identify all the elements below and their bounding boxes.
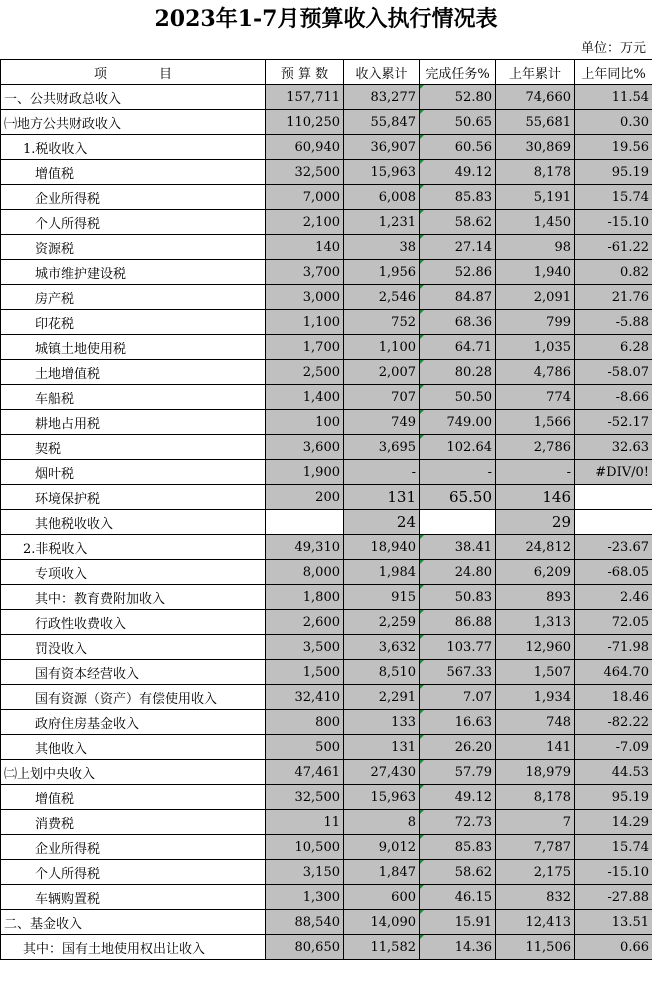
cell-pct: 567.33 <box>420 660 496 685</box>
cell-budget: 200 <box>266 485 344 510</box>
cell-last: 12,413 <box>496 910 575 935</box>
cell-income: 133 <box>344 710 420 735</box>
row-item-name: 1.税收收入 <box>1 135 266 160</box>
cell-budget: 11 <box>266 810 344 835</box>
table-row <box>1 710 652 735</box>
cell-income: 3,695 <box>344 435 420 460</box>
cell-last: 893 <box>496 585 575 610</box>
cell-budget: 100 <box>266 410 344 435</box>
cell-yoy: 15.74 <box>575 835 652 860</box>
row-item-name: 企业所得税 <box>1 835 266 860</box>
cell-budget: 7,000 <box>266 185 344 210</box>
cell-income: 8 <box>344 810 420 835</box>
table-row <box>1 685 652 710</box>
cell-income: 1,100 <box>344 335 420 360</box>
row-item-name: 政府住房基金收入 <box>1 710 266 735</box>
cell-yoy: 21.76 <box>575 285 652 310</box>
cell-income: 8,510 <box>344 660 420 685</box>
cell-last: 98 <box>496 235 575 260</box>
cell-yoy: -58.07 <box>575 360 652 385</box>
header-completion-pct: 完成任务% <box>420 60 496 85</box>
header-budget: 预 算 数 <box>266 60 344 85</box>
cell-pct: 49.12 <box>420 160 496 185</box>
cell-pct: 749.00 <box>420 410 496 435</box>
table-row <box>1 935 652 960</box>
table-row <box>1 85 652 110</box>
cell-budget: 2,600 <box>266 610 344 635</box>
cell-yoy: 464.70 <box>575 660 652 685</box>
cell-income: 15,963 <box>344 160 420 185</box>
cell-yoy: -15.10 <box>575 210 652 235</box>
cell-income: 55,847 <box>344 110 420 135</box>
table-row <box>1 335 652 360</box>
cell-last: 141 <box>496 735 575 760</box>
cell-yoy <box>575 485 652 510</box>
cell-pct: 50.50 <box>420 385 496 410</box>
cell-pct: 14.36 <box>420 935 496 960</box>
table-row <box>1 110 652 135</box>
cell-income: 15,963 <box>344 785 420 810</box>
cell-yoy: 11.54 <box>575 85 652 110</box>
cell-income: 1,984 <box>344 560 420 585</box>
cell-yoy: 18.46 <box>575 685 652 710</box>
table-row <box>1 410 652 435</box>
cell-pct: 52.80 <box>420 85 496 110</box>
cell-pct: 68.36 <box>420 310 496 335</box>
cell-budget: 32,500 <box>266 785 344 810</box>
cell-yoy: -23.67 <box>575 535 652 560</box>
row-item-name: 其他税收收入 <box>1 510 266 535</box>
cell-last: 30,869 <box>496 135 575 160</box>
cell-last: 2,091 <box>496 285 575 310</box>
cell-last: 55,681 <box>496 110 575 135</box>
cell-budget: 157,711 <box>266 85 344 110</box>
cell-last: 74,660 <box>496 85 575 110</box>
cell-income: 18,940 <box>344 535 420 560</box>
table-row <box>1 635 652 660</box>
table-row <box>1 285 652 310</box>
cell-income: 2,259 <box>344 610 420 635</box>
cell-pct: 49.12 <box>420 785 496 810</box>
row-item-name: 增值税 <box>1 785 266 810</box>
table-row <box>1 810 652 835</box>
header-last-year: 上年累计 <box>496 60 575 85</box>
cell-pct: 58.62 <box>420 860 496 885</box>
cell-last: 748 <box>496 710 575 735</box>
cell-budget: 47,461 <box>266 760 344 785</box>
cell-income: 11,582 <box>344 935 420 960</box>
table-row <box>1 235 652 260</box>
row-item-name: 其中：国有土地使用权出让收入 <box>1 935 266 960</box>
cell-budget: 3,500 <box>266 635 344 660</box>
row-item-name: 烟叶税 <box>1 460 266 485</box>
cell-pct: 57.79 <box>420 760 496 785</box>
cell-pct: 103.77 <box>420 635 496 660</box>
row-item-name: 城市维护建设税 <box>1 260 266 285</box>
cell-pct: 58.62 <box>420 210 496 235</box>
cell-income: 3,632 <box>344 635 420 660</box>
table-row <box>1 785 652 810</box>
cell-last: 7 <box>496 810 575 835</box>
row-item-name: 罚没收入 <box>1 635 266 660</box>
cell-income: 752 <box>344 310 420 335</box>
table-row <box>1 210 652 235</box>
table-row <box>1 910 652 935</box>
table-row <box>1 535 652 560</box>
cell-budget: 500 <box>266 735 344 760</box>
table-row <box>1 135 652 160</box>
cell-yoy: 0.30 <box>575 110 652 135</box>
cell-pct: 7.07 <box>420 685 496 710</box>
cell-budget: 1,300 <box>266 885 344 910</box>
page-title: 2023年1-7月预算收入执行情况表 <box>154 6 498 32</box>
cell-yoy: -8.66 <box>575 385 652 410</box>
cell-pct: 72.73 <box>420 810 496 835</box>
cell-last: 5,191 <box>496 185 575 210</box>
cell-yoy: 95.19 <box>575 160 652 185</box>
cell-income: 131 <box>344 485 420 510</box>
cell-income: 707 <box>344 385 420 410</box>
unit-label: 单位：万元 <box>580 41 646 56</box>
cell-budget: 1,400 <box>266 385 344 410</box>
cell-yoy: -15.10 <box>575 860 652 885</box>
cell-last: 1,934 <box>496 685 575 710</box>
cell-last: 4,786 <box>496 360 575 385</box>
cell-pct: - <box>420 460 496 485</box>
cell-yoy: 32.63 <box>575 435 652 460</box>
cell-pct: 85.83 <box>420 835 496 860</box>
cell-budget: 32,410 <box>266 685 344 710</box>
cell-pct: 50.83 <box>420 585 496 610</box>
cell-last: 24,812 <box>496 535 575 560</box>
cell-budget: 3,150 <box>266 860 344 885</box>
cell-budget: 140 <box>266 235 344 260</box>
table-row <box>1 585 652 610</box>
table-row <box>1 560 652 585</box>
table-row <box>1 160 652 185</box>
cell-pct: 27.14 <box>420 235 496 260</box>
cell-last: 11,506 <box>496 935 575 960</box>
row-item-name: 耕地占用税 <box>1 410 266 435</box>
cell-last: 2,175 <box>496 860 575 885</box>
row-item-name: 个人所得税 <box>1 860 266 885</box>
row-item-name: 资源税 <box>1 235 266 260</box>
cell-income: 1,847 <box>344 860 420 885</box>
cell-pct: 102.64 <box>420 435 496 460</box>
cell-income: 2,007 <box>344 360 420 385</box>
cell-budget: 2,100 <box>266 210 344 235</box>
row-item-name: 车辆购置税 <box>1 885 266 910</box>
cell-last: 832 <box>496 885 575 910</box>
row-item-name: 2.非税收入 <box>1 535 266 560</box>
table-row <box>1 860 652 885</box>
cell-last: 1,035 <box>496 335 575 360</box>
cell-budget: 800 <box>266 710 344 735</box>
table-header-row <box>1 60 652 85</box>
cell-pct: 85.83 <box>420 185 496 210</box>
cell-pct: 84.87 <box>420 285 496 310</box>
cell-income: 1,231 <box>344 210 420 235</box>
cell-yoy: 44.53 <box>575 760 652 785</box>
row-item-name: 个人所得税 <box>1 210 266 235</box>
cell-pct: 64.71 <box>420 335 496 360</box>
cell-budget: 80,650 <box>266 935 344 960</box>
cell-yoy: 13.51 <box>575 910 652 935</box>
table-row <box>1 485 652 510</box>
cell-income: 6,008 <box>344 185 420 210</box>
header-yoy-pct: 上年同比% <box>575 60 652 85</box>
table-row <box>1 510 652 535</box>
row-item-name: 印花税 <box>1 310 266 335</box>
row-item-name: 行政性收费收入 <box>1 610 266 635</box>
table-row <box>1 185 652 210</box>
cell-last: 2,786 <box>496 435 575 460</box>
cell-yoy: -82.22 <box>575 710 652 735</box>
cell-yoy: 72.05 <box>575 610 652 635</box>
row-item-name: 二、基金收入 <box>1 910 266 935</box>
cell-yoy: 14.29 <box>575 810 652 835</box>
cell-budget: 1,700 <box>266 335 344 360</box>
cell-income: 14,090 <box>344 910 420 935</box>
cell-income: 24 <box>344 510 420 535</box>
cell-pct <box>420 510 496 535</box>
table-row <box>1 260 652 285</box>
cell-budget <box>266 510 344 535</box>
cell-pct: 60.56 <box>420 135 496 160</box>
cell-income: 600 <box>344 885 420 910</box>
cell-pct: 46.15 <box>420 885 496 910</box>
cell-last: 799 <box>496 310 575 335</box>
table-row <box>1 610 652 635</box>
cell-budget: 60,940 <box>266 135 344 160</box>
cell-budget: 1,800 <box>266 585 344 610</box>
table-row <box>1 835 652 860</box>
cell-pct: 38.41 <box>420 535 496 560</box>
cell-budget: 32,500 <box>266 160 344 185</box>
cell-yoy: 0.66 <box>575 935 652 960</box>
cell-last: 1,940 <box>496 260 575 285</box>
row-item-name: 企业所得税 <box>1 185 266 210</box>
cell-budget: 1,900 <box>266 460 344 485</box>
header-income: 收入累计 <box>344 60 420 85</box>
row-item-name: 消费税 <box>1 810 266 835</box>
row-item-name: 车船税 <box>1 385 266 410</box>
cell-income: 36,907 <box>344 135 420 160</box>
row-item-name: 专项收入 <box>1 560 266 585</box>
cell-yoy: 19.56 <box>575 135 652 160</box>
cell-pct: 80.28 <box>420 360 496 385</box>
cell-last: 7,787 <box>496 835 575 860</box>
cell-yoy: -52.17 <box>575 410 652 435</box>
cell-yoy: -71.98 <box>575 635 652 660</box>
cell-pct: 16.63 <box>420 710 496 735</box>
cell-yoy: 6.28 <box>575 335 652 360</box>
cell-yoy: 95.19 <box>575 785 652 810</box>
cell-last: 1,450 <box>496 210 575 235</box>
cell-last: 12,960 <box>496 635 575 660</box>
cell-budget: 3,600 <box>266 435 344 460</box>
cell-budget: 3,000 <box>266 285 344 310</box>
row-item-name: 其他收入 <box>1 735 266 760</box>
cell-last: 146 <box>496 485 575 510</box>
row-item-name: 土地增值税 <box>1 360 266 385</box>
cell-yoy: 2.46 <box>575 585 652 610</box>
cell-income: 131 <box>344 735 420 760</box>
cell-income: 83,277 <box>344 85 420 110</box>
cell-income: 27,430 <box>344 760 420 785</box>
cell-pct: 86.88 <box>420 610 496 635</box>
table-row <box>1 385 652 410</box>
row-item-name: 国有资源（资产）有偿使用收入 <box>1 685 266 710</box>
cell-budget: 88,540 <box>266 910 344 935</box>
cell-pct: 50.65 <box>420 110 496 135</box>
cell-yoy: -61.22 <box>575 235 652 260</box>
cell-yoy: 0.82 <box>575 260 652 285</box>
table-row <box>1 460 652 485</box>
row-item-name: 契税 <box>1 435 266 460</box>
cell-last: 1,566 <box>496 410 575 435</box>
cell-income: 38 <box>344 235 420 260</box>
cell-budget: 2,500 <box>266 360 344 385</box>
cell-last: 8,178 <box>496 160 575 185</box>
cell-pct: 52.86 <box>420 260 496 285</box>
table-row <box>1 885 652 910</box>
cell-pct: 15.91 <box>420 910 496 935</box>
cell-last: 6,209 <box>496 560 575 585</box>
table-row <box>1 435 652 460</box>
cell-last: - <box>496 460 575 485</box>
cell-yoy: -68.05 <box>575 560 652 585</box>
cell-last: 774 <box>496 385 575 410</box>
cell-last: 29 <box>496 510 575 535</box>
cell-yoy: -5.88 <box>575 310 652 335</box>
cell-pct: 65.50 <box>420 485 496 510</box>
cell-budget: 110,250 <box>266 110 344 135</box>
cell-budget: 10,500 <box>266 835 344 860</box>
row-item-name: 城镇土地使用税 <box>1 335 266 360</box>
cell-yoy <box>575 510 652 535</box>
cell-budget: 1,500 <box>266 660 344 685</box>
cell-income: 2,291 <box>344 685 420 710</box>
cell-last: 1,507 <box>496 660 575 685</box>
cell-income: 2,546 <box>344 285 420 310</box>
row-item-name: ㈠地方公共财政收入 <box>1 110 266 135</box>
cell-last: 8,178 <box>496 785 575 810</box>
table-row <box>1 735 652 760</box>
table-row <box>1 660 652 685</box>
cell-yoy: -27.88 <box>575 885 652 910</box>
row-item-name: 一、公共财政总收入 <box>1 85 266 110</box>
cell-income: - <box>344 460 420 485</box>
cell-yoy: -7.09 <box>575 735 652 760</box>
cell-budget: 49,310 <box>266 535 344 560</box>
cell-budget: 8,000 <box>266 560 344 585</box>
row-item-name: 其中：教育费附加收入 <box>1 585 266 610</box>
cell-last: 18,979 <box>496 760 575 785</box>
cell-pct: 24.80 <box>420 560 496 585</box>
table-row <box>1 310 652 335</box>
cell-income: 749 <box>344 410 420 435</box>
cell-last: 1,313 <box>496 610 575 635</box>
row-item-name: 房产税 <box>1 285 266 310</box>
cell-yoy: #DIV/0! <box>575 460 652 485</box>
cell-income: 1,956 <box>344 260 420 285</box>
row-item-name: 增值税 <box>1 160 266 185</box>
row-item-name: 环境保护税 <box>1 485 266 510</box>
row-item-name: ㈡上划中央收入 <box>1 760 266 785</box>
row-item-name: 国有资本经营收入 <box>1 660 266 685</box>
cell-income: 915 <box>344 585 420 610</box>
budget-table <box>0 59 652 960</box>
cell-budget: 1,100 <box>266 310 344 335</box>
cell-income: 9,012 <box>344 835 420 860</box>
cell-yoy: 15.74 <box>575 185 652 210</box>
table-row <box>1 360 652 385</box>
table-row <box>1 760 652 785</box>
cell-pct: 26.20 <box>420 735 496 760</box>
cell-budget: 3,700 <box>266 260 344 285</box>
header-item: 项 目 <box>1 60 266 85</box>
